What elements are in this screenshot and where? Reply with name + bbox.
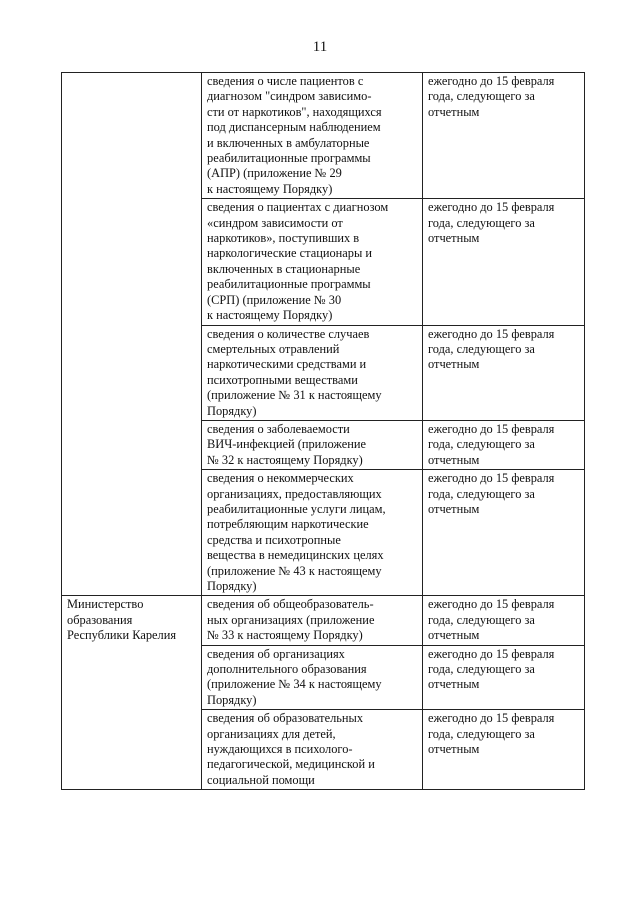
- organization-cell: Министерство образования Республики Карелия: [62, 596, 202, 790]
- deadline-cell: ежегодно до 15 февраля года, следующего за отчетным: [423, 596, 585, 645]
- page-number: 11: [312, 39, 328, 55]
- deadline-cell: ежегодно до 15 февраля года, следующего за отчетным: [423, 325, 585, 420]
- report-info-cell: сведения об образовательных организациях для детей, нуждающихся в психолого- педагогической, медицинской и социальной помощи: [202, 710, 423, 790]
- reporting-table: [61, 72, 585, 790]
- deadline-cell: ежегодно до 15 февраля года, следующего за отчетным: [423, 420, 585, 469]
- deadline-cell: ежегодно до 15 февраля года, следующего за отчетным: [423, 199, 585, 325]
- report-info-cell: сведения о пациентах с диагнозом «синдром зависимости от наркотиков», поступивших в наркологические стационары и включенных в стационарные реабилитационные программы (СРП) (приложение № 30 к настоящему Порядку): [202, 199, 423, 325]
- deadline-cell: ежегодно до 15 февраля года, следующего за отчетным: [423, 710, 585, 790]
- report-info-cell: сведения об организациях дополнительного образования (приложение № 34 к настоящему Порядку): [202, 645, 423, 710]
- table-row: [62, 73, 585, 199]
- deadline-cell: ежегодно до 15 февраля года, следующего за отчетным: [423, 73, 585, 199]
- deadline-cell: ежегодно до 15 февраля года, следующего за отчетным: [423, 470, 585, 596]
- organization-cell: [62, 73, 202, 596]
- report-info-cell: сведения о числе пациентов с диагнозом "синдром зависимо- сти от наркотиков", находящихся под диспансерным наблюдением и включенных в амбулаторные реабилитационные программы (АПР) (приложение № 29 к настоящему Порядку): [202, 73, 423, 199]
- report-info-cell: сведения о заболеваемости ВИЧ-инфекцией (приложение № 32 к настоящему Порядку): [202, 420, 423, 469]
- report-info-cell: сведения о количестве случаев смертельных отравлений наркотическими средствами и психотропными веществами (приложение № 31 к настоящему Порядку): [202, 325, 423, 420]
- report-info-cell: сведения об общеобразователь- ных организациях (приложение № 33 к настоящему Порядку): [202, 596, 423, 645]
- deadline-cell: ежегодно до 15 февраля года, следующего за отчетным: [423, 645, 585, 710]
- table-row: [62, 596, 585, 645]
- report-info-cell: сведения о некоммерческих организациях, предоставляющих реабилитационные услуги лицам, потребляющим наркотические средства и психотропные вещества в немедицинских целях (приложение № 43 к настоящему Порядку): [202, 470, 423, 596]
